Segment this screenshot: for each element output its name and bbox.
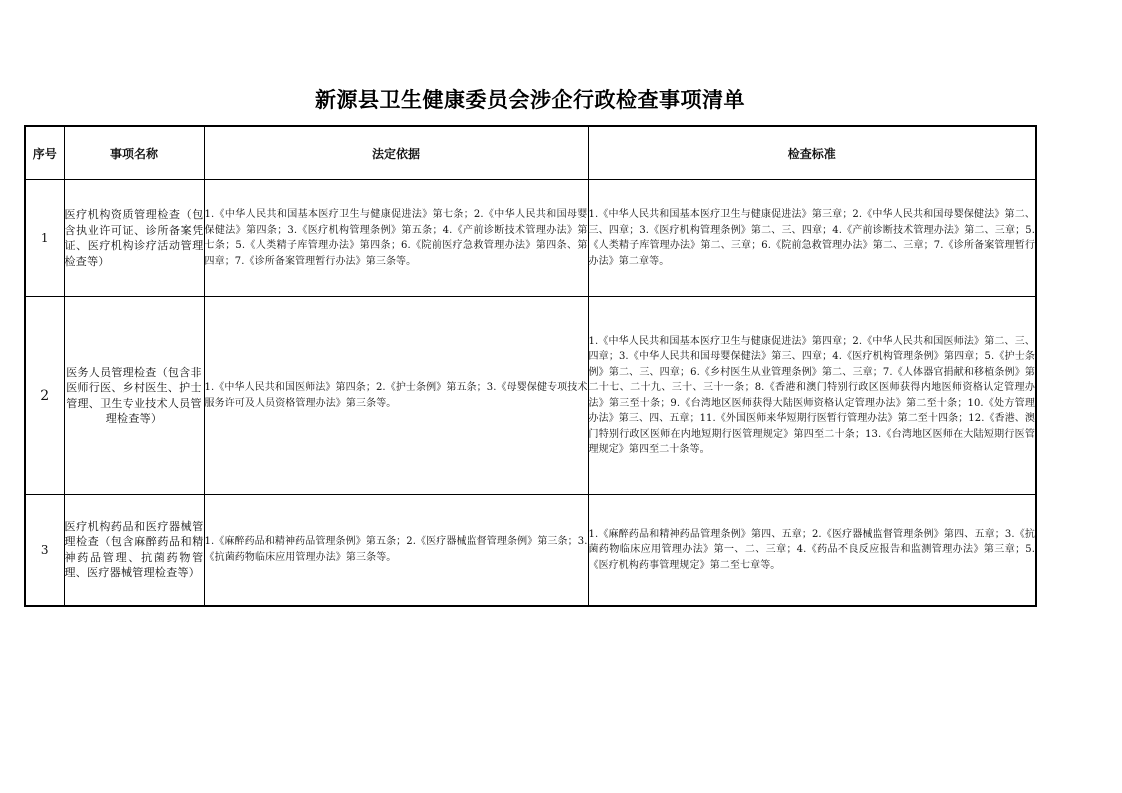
row-inspection-standard: 1.《中华人民共和国基本医疗卫生与健康促进法》第四章；2.《中华人民共和国医师法》第二、三、四章；3.《中华人民共和国母婴保健法》第三、四章；4.《医疗机构管理条例》第四章；5.《护士条例》第二、三、四章；6.《乡村医生从业管理条例》第二、三章；7.《人体器官捐献和移植条例》第二十七、二十九、三十、三十一条；8.《香港和澳门特别行政区医师获得内地医师资格认定管理办法》第三至十条；9.《台湾地区医师获得大陆医师资格认定管理办法》第二至十条；10.《处方管理办法》第三、四、五章；11.《外国医师来华短期行医暂行管理办法》第二至十四条；12.《香港、澳门特别行政区医师在内地短期行医管理规定》第四至二十条；13.《台湾地区医师在大陆短期行医管理规定》第四至二十条等。 [588,297,1036,495]
row-serial-number: 1 [25,180,64,297]
header-item-name: 事项名称 [64,126,204,180]
row-item-name [64,180,204,297]
row-legal-basis: 1.《中华人民共和国医师法》第四条；2.《护士条例》第五条；3.《母婴保健专项技术服务许可及人员资格管理办法》第三条等。 [204,297,588,495]
header-legal-basis: 法定依据 [204,126,588,180]
row-item-name [64,495,204,606]
table-row [25,495,1036,606]
row-legal-basis: 1.《麻醉药品和精神药品管理条例》第五条；2.《医疗器械监督管理条例》第三条；3.《抗菌药物临床应用管理办法》第三条等。 [204,495,588,606]
inspection-items-table [24,125,1037,607]
table-row [25,297,1036,495]
row-inspection-standard: 1.《中华人民共和国基本医疗卫生与健康促进法》第三章；2.《中华人民共和国母婴保健法》第二、三、四章；3.《医疗机构管理条例》第二、三、四章；4.《产前诊断技术管理办法》第二、三章；5.《人类精子库管理办法》第二、三章；6.《院前急救管理办法》第二、三章；7.《诊所备案管理暂行办法》第二章等。 [588,180,1036,297]
header-serial-number: 序号 [25,126,64,180]
row-legal-basis: 1.《中华人民共和国基本医疗卫生与健康促进法》第七条；2.《中华人民共和国母婴保健法》第四条；3.《医疗机构管理条例》第五条；4.《产前诊断技术管理办法》第七条；5.《人类精子库管理办法》第四条；6.《院前医疗急救管理办法》第四条、第四章；7.《诊所备案管理暂行办法》第三条等。 [204,180,588,297]
row-inspection-standard: 1.《麻醉药品和精神药品管理条例》第四、五章；2.《医疗器械监督管理条例》第四、五章；3.《抗菌药物临床应用管理办法》第一、二、三章；4.《药品不良反应报告和监测管理办法》第三章；5.《医疗机构药事管理规定》第二至七章等。 [588,495,1036,606]
row-item-name-text: 医务人员管理检查（包含非医师行医、乡村医生、护士管理、卫生专业技术人员管理检查等） [66,365,202,425]
row-item-name-text: 医疗机构药品和医疗器械管理检查（包含麻醉药品和精神药品管理、抗菌药物管理、医疗器械管理检查等） [64,519,204,580]
page-title: 新源县卫生健康委员会涉企行政检查事项清单 [315,87,745,112]
table-header-row [25,126,1036,180]
row-item-name-text: 医疗机构资质管理检查（包含执业许可证、诊所备案凭证、医疗机构诊疗活动管理检查等） [64,208,204,268]
row-serial-number: 2 [25,297,64,495]
header-inspection-standard: 检查标准 [588,126,1036,180]
table-row [25,180,1036,297]
row-serial-number: 3 [25,495,64,606]
row-item-name [64,297,204,495]
